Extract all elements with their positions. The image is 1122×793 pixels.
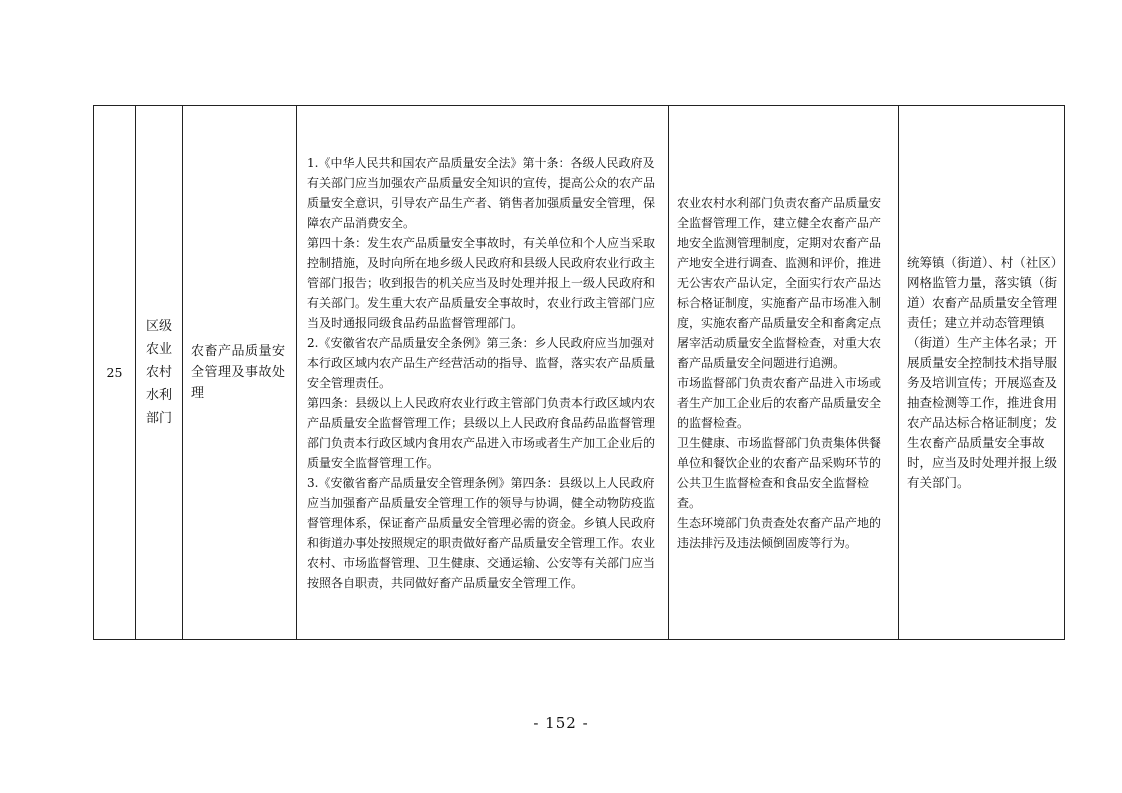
table bbox=[93, 105, 1065, 640]
department-line: 水利 bbox=[145, 388, 172, 403]
responsibility-paragraph: 卫生健康、市场监督部门负责集体供餐单位和餐饮企业的农畜产品采购环节的公共卫生监督检查和食品安全监督检查。 bbox=[677, 435, 882, 510]
department-line: 农村 bbox=[145, 365, 172, 380]
legal-basis-paragraph: 1.《中华人民共和国农产品质量安全法》第十条：各级人民政府及有关部门应当加强农产品质量安全知识的宣传，提高公众的农产品质量安全意识，引导农产品生产者、销售者加强质量安全管理，保障农产品消费安全。 bbox=[307, 155, 656, 230]
department-line: 部门 bbox=[145, 411, 172, 426]
row-number: 25 bbox=[94, 106, 136, 640]
responsibility-paragraph: 市场监督部门负责农畜产品进入市场或者生产加工企业后的农畜产品质量安全的监督检查。 bbox=[677, 375, 882, 430]
legal-basis-paragraph: 3.《安徽省畜产品质量安全管理条例》第四条：县级以上人民政府应当加强畜产品质量安全管理工作的领导与协调，健全动物防疫监督管理体系，保证畜产品质量安全管理必需的资金。乡镇人民政府和街道办事处按照规定的职责做好畜产品质量安全管理工作。农业农村、市场监督管理、卫生健康、交通运输、公安等有关部门应当按照各自职责，共同做好畜产品质量安全管理工作。 bbox=[307, 475, 656, 590]
town-responsibility-cell: 统筹镇（街道）、村（社区）网格监管力量，落实镇（街道）农畜产品质量安全管理责任；建立并动态管理镇（街道）生产主体名录；开展质量安全控制技术指导服务及培训宣传；开展巡查及抽查检测等工作，推进食用农产品达标合格证制度；发生农畜产品质量安全事故时，应当及时处理并报上级有关部门。 bbox=[899, 106, 1065, 640]
legal-basis-paragraph: 第四条：县级以上人民政府农业行政主管部门负责本行政区域内农产品质量安全监督管理工作；县级以上人民政府食品药品监督管理部门负责本行政区域内食用农产品进入市场或者生产加工企业后的质量安全监督管理工作。 bbox=[307, 395, 656, 470]
legal-basis-paragraph: 2.《安徽省农产品质量安全条例》第三条：乡人民政府应当加强对本行政区域内农产品生产经营活动的指导、监督，落实农产品质量安全管理责任。 bbox=[307, 335, 656, 390]
responsibility-paragraph: 生态环境部门负责查处农畜产品产地的违法排污及违法倾倒固废等行为。 bbox=[677, 515, 882, 550]
department-line: 区级 bbox=[145, 319, 172, 334]
department-line: 农业 bbox=[145, 342, 172, 357]
department-cell bbox=[136, 106, 183, 640]
legal-basis-cell bbox=[297, 106, 669, 640]
department-responsibility-cell bbox=[669, 106, 899, 640]
table-row bbox=[94, 106, 1065, 640]
page-number: - 152 - bbox=[533, 714, 589, 732]
responsibility-table bbox=[93, 105, 1065, 640]
legal-basis-paragraph: 第四十条：发生农产品质量安全事故时，有关单位和个人应当采取控制措施，及时向所在地乡级人民政府和县级人民政府农业行政主管部门报告；收到报告的机关应当及时处理并报上一级人民政府和有关部门。发生重大农产品质量安全事故时，农业行政主管部门应当及时通报同级食品药品监督管理部门。 bbox=[307, 235, 656, 330]
item-cell: 农畜产品质量安全管理及事故处理 bbox=[183, 106, 297, 640]
responsibility-paragraph: 农业农村水利部门负责农畜产品质量安全监督管理工作，建立健全农畜产品产地安全监测管理制度，定期对农畜产品产地安全进行调查、监测和评价，推进无公害农产品认定，全面实行农产品达标合格证制度，实施畜产品市场准入制度，实施农畜产品质量安全和畜禽定点屠宰活动质量安全监督检查，对重大农畜产品质量安全问题进行追溯。 bbox=[677, 195, 882, 370]
